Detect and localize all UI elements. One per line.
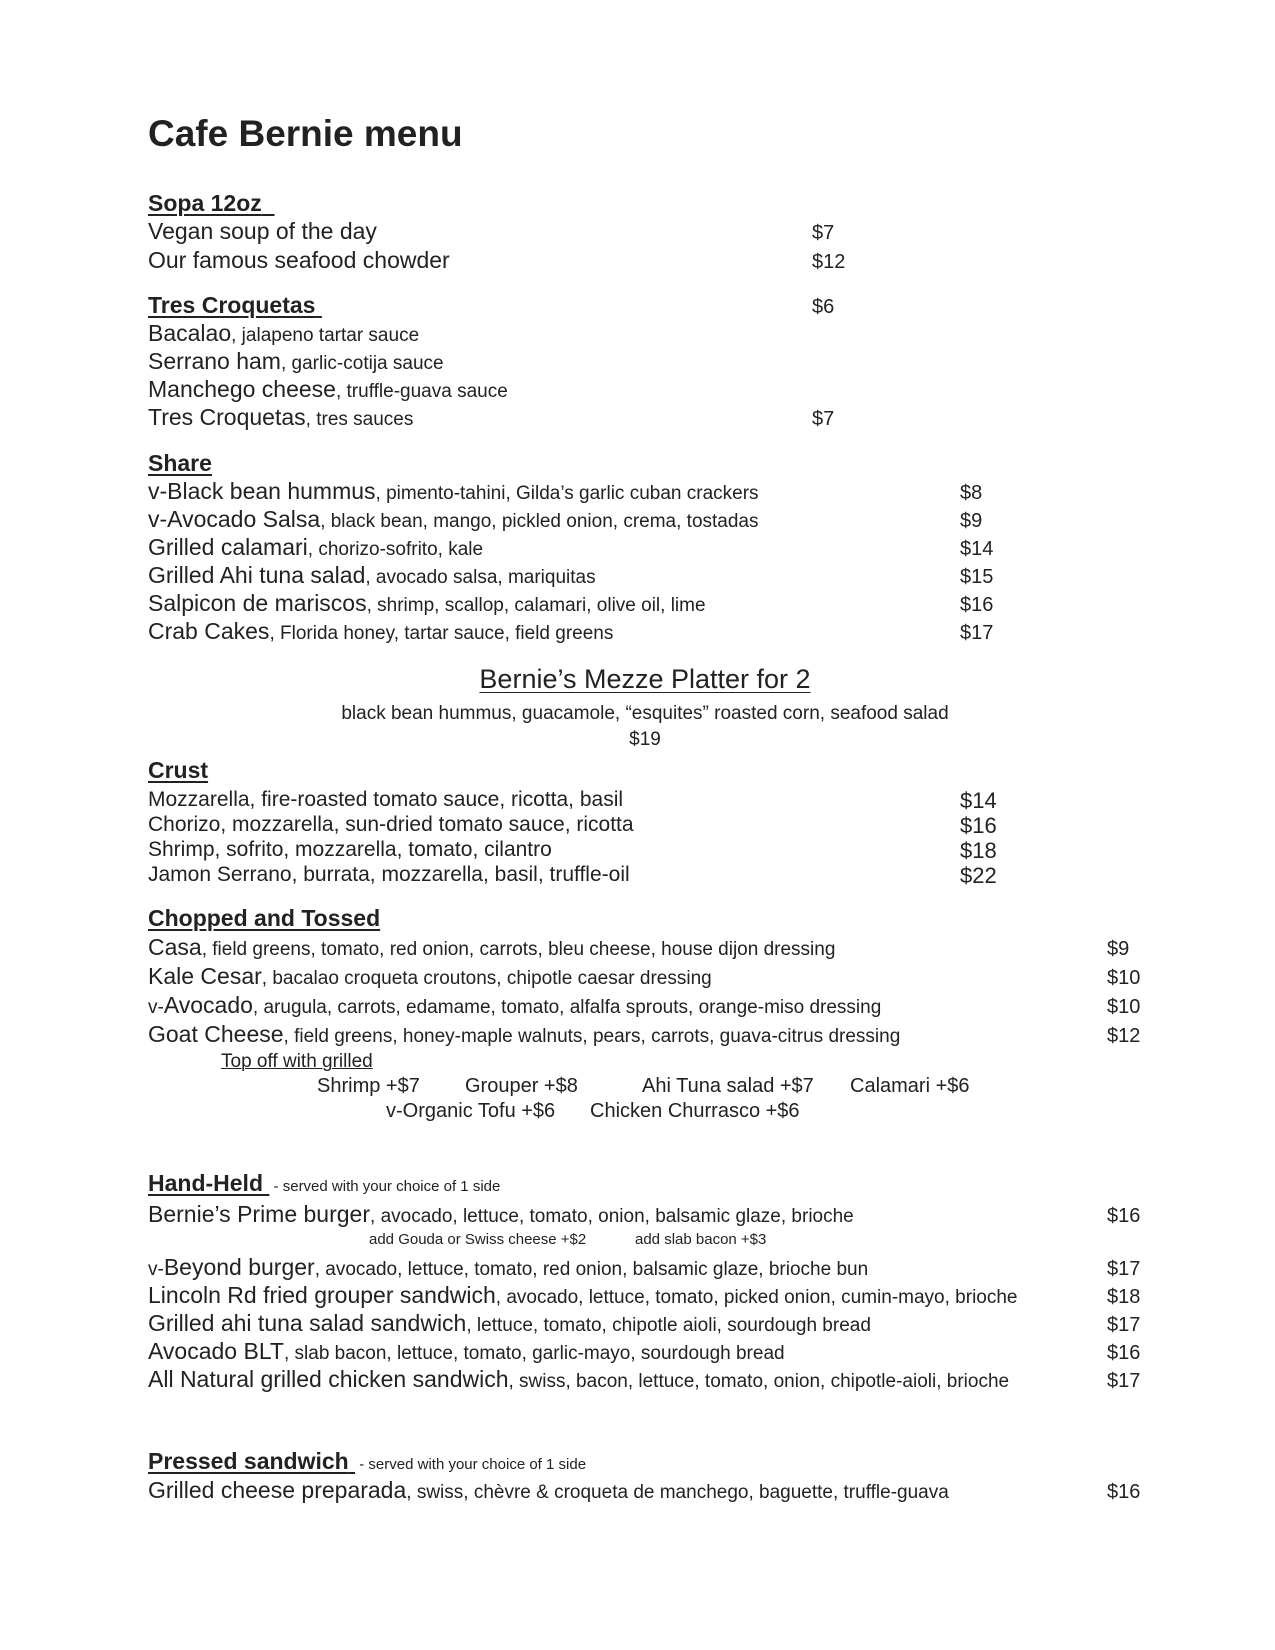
item-price: $22 bbox=[960, 863, 997, 888]
menu-item: Mozzarella, fire-roasted tomato sauce, ricotta, basil bbox=[148, 788, 624, 811]
section-heading-crust: Crust bbox=[148, 757, 209, 783]
item-price: $17 bbox=[1107, 1258, 1141, 1280]
menu-item: Avocado BLT, slab bacon, lettuce, tomato, garlic-mayo, sourdough bread bbox=[148, 1338, 785, 1364]
item-price: $17 bbox=[1107, 1314, 1141, 1336]
item-price: $10 bbox=[1107, 996, 1141, 1018]
menu-item: Our famous seafood chowder bbox=[148, 247, 450, 273]
item-price: $12 bbox=[812, 251, 846, 273]
menu-item: v-Beyond burger, avocado, lettuce, tomato, red onion, balsamic glaze, brioche bun bbox=[148, 1254, 869, 1280]
item-price: $9 bbox=[960, 510, 983, 532]
addon-option: Shrimp +$7 bbox=[317, 1075, 420, 1097]
menu-item: Grilled calamari, chorizo-sofrito, kale bbox=[148, 534, 484, 560]
menu-item: Goat Cheese, field greens, honey-maple walnuts, pears, carrots, guava-citrus dressing bbox=[148, 1021, 901, 1047]
item-price: $10 bbox=[1107, 967, 1141, 989]
addon-option: Ahi Tuna salad +$7 bbox=[642, 1075, 814, 1097]
section-heading-sopa: Sopa 12oz bbox=[148, 190, 262, 216]
menu-item: Grilled cheese preparada, swiss, chèvre & croqueta de manchego, baguette, truffle-guava bbox=[148, 1477, 949, 1503]
mezze-description: black bean hummus, guacamole, “esquites” roasted corn, seafood salad bbox=[341, 703, 949, 724]
addon-option: Calamari +$6 bbox=[850, 1075, 970, 1097]
item-price: $14 bbox=[960, 788, 997, 813]
item-price: $16 bbox=[1107, 1342, 1141, 1364]
menu-item: Salpicon de mariscos, shrimp, scallop, calamari, olive oil, lime bbox=[148, 590, 706, 616]
item-price: $17 bbox=[960, 622, 994, 644]
menu-item: Kale Cesar, bacalao croqueta croutons, chipotle caesar dressing bbox=[148, 963, 712, 989]
item-price: $16 bbox=[1107, 1481, 1141, 1503]
menu-item: Crab Cakes, Florida honey, tartar sauce, field greens bbox=[148, 618, 614, 644]
menu-item: Vegan soup of the day bbox=[148, 218, 377, 244]
item-price: $16 bbox=[960, 813, 997, 838]
mezze-title: Bernie’s Mezze Platter for 2 bbox=[479, 664, 811, 694]
menu-item: All Natural grilled chicken sandwich, swiss, bacon, lettuce, tomato, onion, chipotle-aioli, brioche bbox=[148, 1366, 1010, 1392]
section-heading-pressed: Pressed sandwich - served with your choice of 1 side bbox=[148, 1448, 587, 1474]
section-price: $6 bbox=[812, 296, 835, 318]
menu-item: Tres Croquetas, tres sauces bbox=[148, 404, 414, 430]
section-heading-chopped: Chopped and Tossed bbox=[148, 905, 381, 931]
menu-item: Lincoln Rd fried grouper sandwich, avocado, lettuce, tomato, picked onion, cumin-mayo, brioche bbox=[148, 1282, 1018, 1308]
item-price: $15 bbox=[960, 566, 994, 588]
menu-title: Cafe Bernie menu bbox=[148, 113, 463, 154]
item-price: $7 bbox=[812, 408, 835, 430]
burger-addon: add Gouda or Swiss cheese +$2 bbox=[369, 1231, 587, 1248]
menu-item: Serrano ham, garlic-cotija sauce bbox=[148, 348, 444, 374]
addon-option: v-Organic Tofu +$6 bbox=[386, 1100, 556, 1122]
menu-item: Chorizo, mozzarella, sun-dried tomato sauce, ricotta bbox=[148, 813, 634, 836]
item-price: $18 bbox=[1107, 1286, 1141, 1308]
item-price: $7 bbox=[812, 222, 835, 244]
menu-item: Bernie’s Prime burger, avocado, lettuce, tomato, onion, balsamic glaze, brioche bbox=[148, 1201, 854, 1227]
item-price: $17 bbox=[1107, 1370, 1141, 1392]
menu-item: Grilled Ahi tuna salad, avocado salsa, mariquitas bbox=[148, 562, 596, 588]
item-price: $9 bbox=[1107, 938, 1130, 960]
menu-item: Grilled ahi tuna salad sandwich, lettuce, tomato, chipotle aioli, sourdough bread bbox=[148, 1310, 871, 1336]
menu-item: Jamon Serrano, burrata, mozzarella, basil, truffle-oil bbox=[148, 863, 630, 886]
menu-item: v-Avocado Salsa, black bean, mango, pickled onion, crema, tostadas bbox=[148, 506, 759, 532]
menu-item: Manchego cheese, truffle-guava sauce bbox=[148, 376, 508, 402]
menu-item: v-Black bean hummus, pimento-tahini, Gilda’s garlic cuban crackers bbox=[148, 478, 759, 504]
item-price: $16 bbox=[960, 594, 994, 616]
topoff-label: Top off with grilled bbox=[221, 1051, 373, 1072]
burger-addon: add slab bacon +$3 bbox=[635, 1231, 767, 1248]
item-price: $12 bbox=[1107, 1025, 1141, 1047]
section-heading-croquetas: Tres Croquetas bbox=[148, 292, 316, 318]
menu-item: Shrimp, sofrito, mozzarella, tomato, cilantro bbox=[148, 838, 552, 861]
addon-option: Grouper +$8 bbox=[465, 1075, 578, 1097]
addon-option: Chicken Churrasco +$6 bbox=[590, 1100, 800, 1122]
mezze-price: $19 bbox=[629, 729, 661, 750]
item-price: $16 bbox=[1107, 1205, 1141, 1227]
item-price: $14 bbox=[960, 538, 994, 560]
item-price: $18 bbox=[960, 838, 997, 863]
item-price: $8 bbox=[960, 482, 983, 504]
section-heading-share: Share bbox=[148, 450, 212, 476]
menu-item: v-Avocado, arugula, carrots, edamame, tomato, alfalfa sprouts, orange-miso dressing bbox=[148, 992, 882, 1018]
section-heading-handheld: Hand-Held - served with your choice of 1 side bbox=[148, 1170, 501, 1196]
menu-item: Casa, field greens, tomato, red onion, carrots, bleu cheese, house dijon dressing bbox=[148, 934, 836, 960]
menu-item: Bacalao, jalapeno tartar sauce bbox=[148, 320, 420, 346]
